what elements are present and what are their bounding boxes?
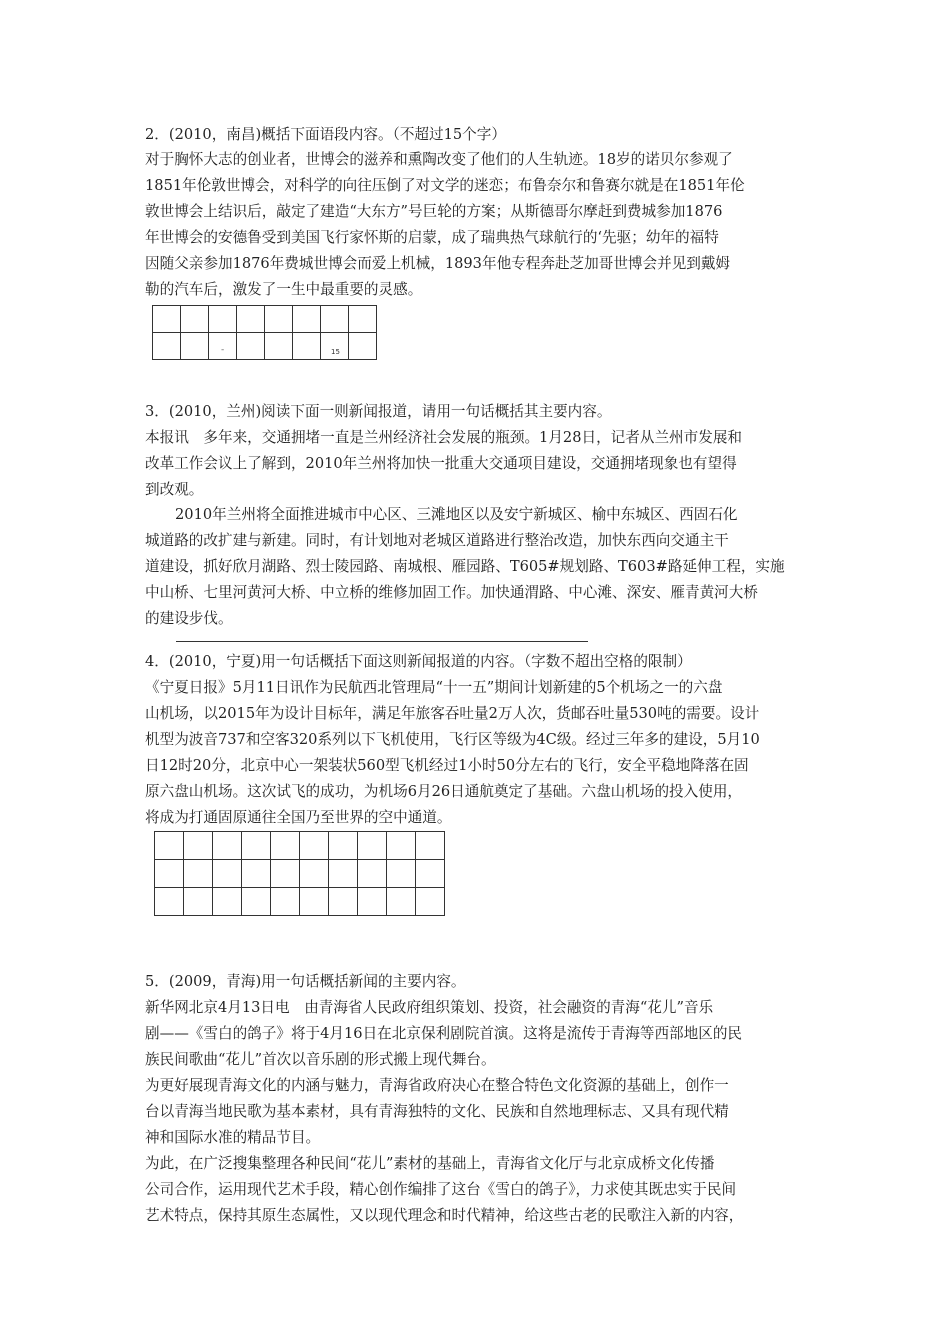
q4-text-line: 山机场，以2015年为设计目标年，满足年旅客吞吐量2万人次，货邮吞吐量530吨的需要。设计 <box>145 705 760 722</box>
q2-answer-grid[interactable] <box>152 305 377 360</box>
grid-count-label: 15 <box>331 348 340 356</box>
q2-text-line: 因随父亲参加1876年费城世博会而爱上机械，1893年他专程奔赴芝加哥世博会并见到戴姆 <box>145 255 731 272</box>
q4-answer-grid[interactable] <box>154 831 445 916</box>
q3-text-line: 2010年兰州将全面推进城市中心区、三滩地区以及安宁新城区、榆中东城区、西固石化 <box>175 506 738 523</box>
q2-text-line: 年世博会的安德鲁受到美国飞行家怀斯的启蒙，成了瑞典热气球航行的‘先驱；幼年的福特 <box>145 229 719 246</box>
q2-title: 2．(2010，南昌)概括下面语段内容。（不超过15个字） <box>145 126 506 143</box>
q5-text-line: 族民间歌曲“花儿”首次以音乐剧的形式搬上现代舞台。 <box>145 1051 496 1068</box>
q4-text-line: 日12时20分，北京中心一架装状560型飞机经过1小时50分左右的飞行，安全平稳地降落在固 <box>145 757 749 774</box>
q2-text-line: 对于胸怀大志的创业者，世博会的滋养和熏陶改变了他们的人生轨迹。18岁的诺贝尔参观了 <box>145 151 733 168</box>
q4-text-line: 原六盘山机场。这次试飞的成功，为机场6月26日通航奠定了基础。六盘山机场的投入使用， <box>145 783 743 800</box>
grid-mark: - <box>221 345 225 355</box>
q5-text-line: 为更好展现青海文化的内涵与魅力，青海省政府决心在整合特色文化资源的基础上，创作一 <box>145 1077 729 1094</box>
q4-title: 4．(2010，宁夏)用一句话概括下面这则新闻报道的内容。（字数不超出空格的限制） <box>145 653 692 670</box>
q5-text-line: 神和国际水准的精品节目。 <box>145 1129 321 1146</box>
q4-text-line: 将成为打通固原通往全国乃至世界的空中通道。 <box>145 809 452 826</box>
q3-text-line: 城道路的改扩建与新建。同时，有计划地对老城区道路进行整治改造，加快东西向交通主干 <box>145 532 729 549</box>
q5-title: 5．(2009，青海)用一句话概括新闻的主要内容。 <box>145 973 466 990</box>
q3-text-line: 中山桥、七里河黄河大桥、中立桥的维修加固工作。加快通渭路、中心滩、深安、雁青黄河大桥 <box>145 584 758 601</box>
q2-text-line: 1851年伦敦世博会，对科学的向往压倒了对文学的迷恋；布鲁奈尔和鲁赛尔就是在1851年伦 <box>145 177 745 194</box>
q3-title: 3．(2010，兰州)阅读下面一则新闻报道，请用一句话概括其主要内容。 <box>145 403 612 420</box>
q4-text-line: 《宁夏日报》5月11日讯作为民航西北管理局“十一五”期间计划新建的5个机场之一的六盘 <box>145 679 723 696</box>
q5-text-line: 台以青海当地民歌为基本素材，具有青海独特的文化、民族和自然地理标志、又具有现代精 <box>145 1103 729 1120</box>
q5-text-line: 艺术特点，保持其原生态属性，又以现代理念和时代精神，给这些古老的民歌注入新的内容， <box>145 1207 744 1224</box>
q5-text-line: 剧——《雪白的鸽子》将于4月16日在北京保利剧院首演。这将是流传于青海等西部地区的民 <box>145 1025 743 1042</box>
q5-text-line: 公司合作，运用现代艺术手段，精心创作编排了这台《雪白的鸽子》，力求使其既忠实于民间 <box>145 1181 737 1198</box>
q3-text-line: 到改观。 <box>145 481 204 498</box>
q4-text-line: 机型为波音737和空客320系列以下飞机使用，飞行区等级为4C级。经过三年多的建设，5月10 <box>145 731 760 748</box>
q5-text-line: 新华网北京4月13日电 由青海省人民政府组织策划、投资，社会融资的青海“花儿”音乐 <box>145 999 714 1016</box>
q3-text-line: 改革工作会议上了解到，2010年兰州将加快一批重大交通项目建设，交通拥堵现象也有望得 <box>145 455 737 472</box>
q3-text-line: 的建设步伐。 <box>145 610 233 627</box>
q3-text-line: 本报讯 多年来，交通拥堵一直是兰州经济社会发展的瓶颈。1月28日，记者从兰州市发展和 <box>145 429 743 446</box>
q3-answer-line[interactable] <box>176 641 588 642</box>
q2-text-line: 勒的汽车后，激发了一生中最重要的灵感。 <box>145 281 423 298</box>
q3-text-line: 道建设，抓好欣月湖路、烈士陵园路、南城根、雁园路、T605#规划路、T603#路延伸工程，实施 <box>145 558 785 575</box>
q2-text-line: 敦世博会上结识后，敲定了建造“大东方”号巨轮的方案；从斯德哥尔摩赶到费城参加1876 <box>145 203 723 220</box>
q5-text-line: 为此，在广泛搜集整理各种民间“花儿”素材的基础上，青海省文化厅与北京成桥文化传播 <box>145 1155 715 1172</box>
